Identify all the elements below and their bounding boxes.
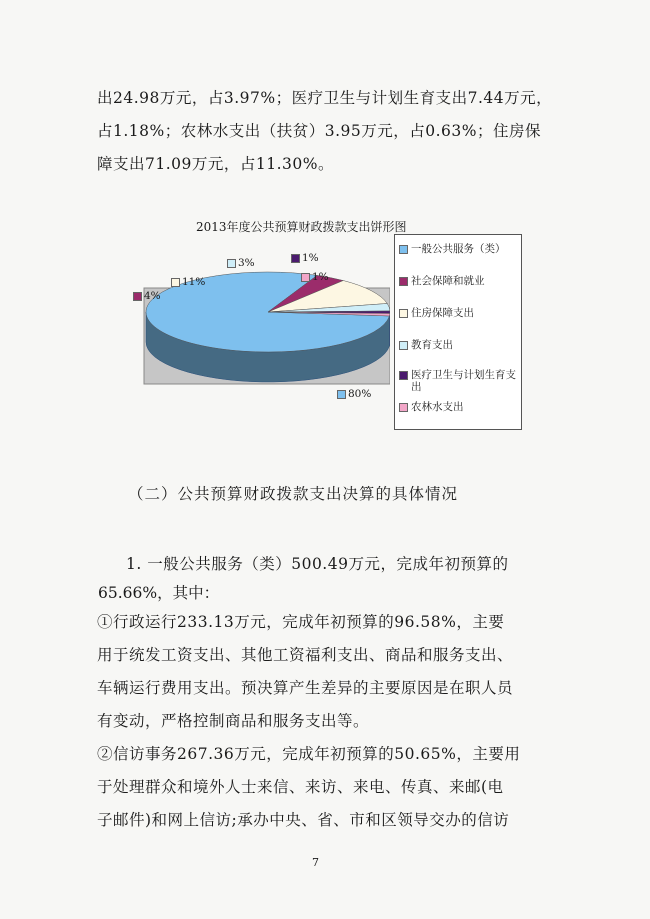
legend-item: 社会保障和就业	[399, 275, 517, 287]
legend-item: 一般公共服务（类）	[399, 243, 517, 255]
item-1-line1: 1. 一般公共服务（类）500.49万元，完成年初预算的	[126, 555, 509, 573]
section-heading: （二）公共预算财政拨款支出决算的具体情况	[128, 485, 459, 503]
paragraph-top	[97, 82, 567, 181]
text-line: 障支出71.09万元，占11.30%。	[97, 155, 334, 173]
pie-label-health: 1%	[291, 252, 319, 264]
item-1-line2: 65.66%，其中：	[98, 584, 220, 602]
chart-legend	[394, 234, 522, 430]
pie-label-general-services: 80%	[337, 388, 371, 400]
pie-chart	[120, 238, 390, 388]
paragraph-petition-affairs	[97, 738, 567, 837]
chart-title: 2013年度公共预算财政拨款支出饼形图	[196, 220, 407, 234]
legend-item: 住房保障支出	[399, 307, 517, 319]
legend-item: 医疗卫生与计划生育支出	[399, 369, 517, 393]
pie-slice-side	[389, 313, 390, 346]
text-line: ①行政运行233.13万元，完成年初预算的96.58%，主要	[97, 613, 505, 631]
pie-label-housing: 11%	[171, 276, 205, 288]
text-line: 用于统发工资支出、其他工资福利支出、商品和服务支出、	[97, 646, 514, 664]
text-line: 子邮件)和网上信访;承办中央、省、市和区领导交办的信访	[97, 811, 510, 829]
text-line: 有变动，严格控制商品和服务支出等。	[97, 712, 370, 730]
text-line: 占1.18%；农林水支出（扶贫）3.95万元，占0.63%；住房保	[97, 122, 541, 140]
pie-label-agriculture: 1%	[301, 271, 329, 283]
pie-label-education: 3%	[227, 257, 255, 269]
text-line: 于处理群众和境外人士来信、来访、来电、传真、来邮(电	[97, 778, 504, 796]
legend-item: 农林水支出	[399, 401, 517, 413]
text-line: ②信访事务267.36万元，完成年初预算的50.65%，主要用	[97, 745, 521, 763]
page-number: 7	[312, 856, 319, 869]
paragraph-administrative-operations	[97, 606, 567, 738]
legend-item: 教育支出	[399, 339, 517, 351]
text-line: 车辆运行费用支出。预决算产生差异的主要原因是在职人员	[97, 679, 514, 697]
text-line: 出24.98万元，占3.97%；医疗卫生与计划生育支出7.44万元，	[97, 89, 553, 107]
pie-label-social-security: 4%	[133, 290, 161, 302]
